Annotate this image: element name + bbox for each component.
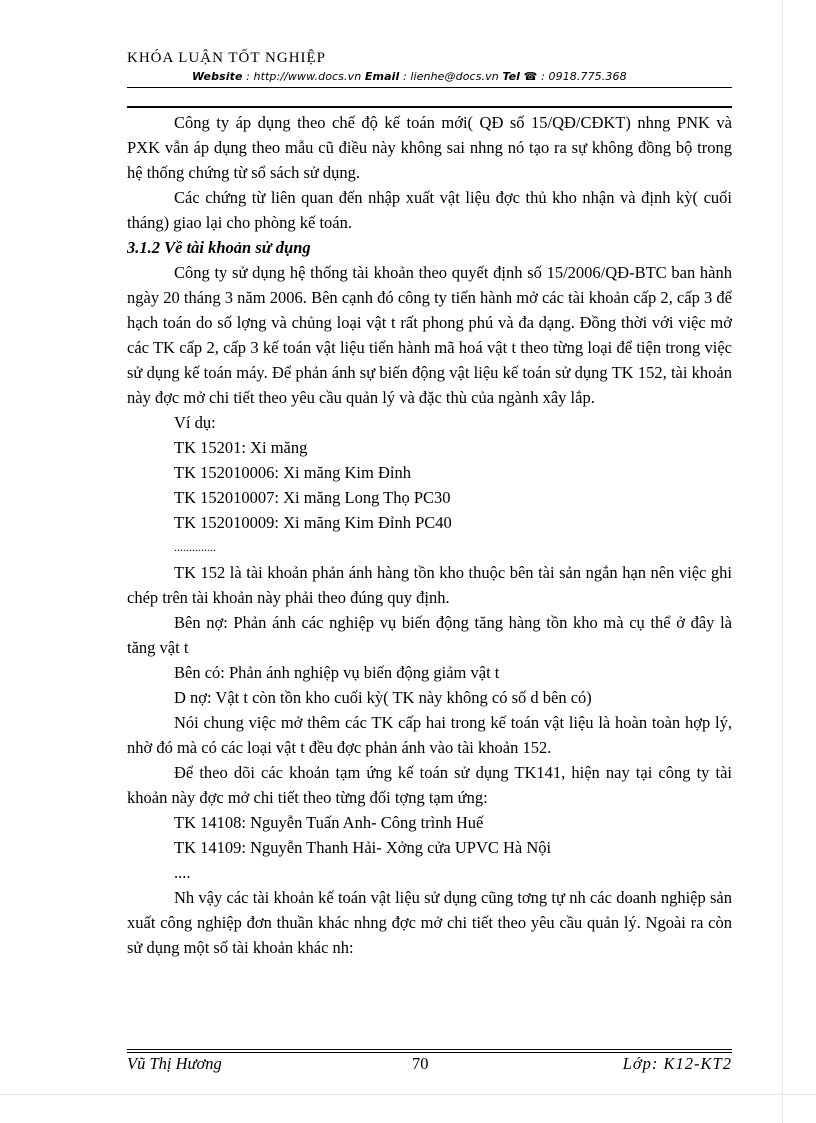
example-item: TK 152010006: Xi măng Kim Đỉnh [174,463,411,482]
footer-rule-top [127,1049,732,1050]
header-rule-top [127,87,732,88]
phone-icon: ☎ [523,70,538,83]
page-edge-vertical [782,0,783,1123]
tel-value: : 0918.775.368 [541,70,627,83]
example-item: TK 152010007: Xi măng Long Thọ PC30 [174,488,451,507]
paragraph-he-thong-tai-khoan: Công ty sử dụng hệ thống tài khoản theo quyết định số 15/2006/QĐ-BTC ban hành ngày 20 tháng 3 năm 2006. Bên cạnh đó công ty tiến hành mở các tài khoản cấp 2, cấp 3 để hạch toán do số lợng và chủng loại vật t rất phong phú và đa dạng. Đồng thời với việc mở các TK cấp 2, cấp 3 kế toán vật liệu tiến hành mã hoá vật t theo từng loại để tiện trong việc sử dụng kế toán máy. Để phản ánh sự biến động vật liệu kế toán sử dụng TK 152, tài khoản này đợc mở chi tiết theo yêu cầu quản lý và đặc thù của ngành xây lắp. [127,263,732,407]
example-item: TK 152010009: Xi măng Kim Đỉnh PC40 [174,513,452,532]
tel-label: Tel [502,70,521,83]
email-value: : lienhe@docs.vn [402,70,499,83]
paragraph-chung-tu-nhap-xuat: Các chứng từ liên quan đến nhập xuất vật liệu đợc thủ kho nhận và định kỳ( cuối tháng) giao lại cho phòng kế toán. [127,188,732,232]
paragraph-ben-co: Bên có: Phản ánh nghiệp vụ biến động giảm vật t [174,663,500,682]
header-rule-bottom [127,106,732,108]
email-label: Email [364,70,400,83]
account-item: TK 14109: Nguyễn Thanh Hải- Xởng cửa UPVC Hà Nội [174,838,552,857]
ellipsis: .............. [174,540,216,554]
example-label: Ví dụ: [174,413,216,432]
footer-rule-bottom [127,1052,732,1053]
paragraph-du-no: D nợ: Vật t còn tồn kho cuối kỳ( TK này không có số d bên có) [174,688,592,707]
paragraph-chung-tu: Công ty áp dụng theo chế độ kế toán mới( QĐ số 15/QĐ/CĐKT) nhng PNK và PXK vẫn áp dụng theo mẫu cũ điều này không sai nhng nó tạo ra sự không đồng bộ trong hệ thống chứng từ sổ sách sử dụng. [127,113,732,182]
ellipsis: .... [174,863,191,882]
footer-author: Vũ Thị Hương [127,1054,222,1073]
paragraph-ben-no: Bên nợ: Phản ánh các nghiệp vụ biến động tăng hàng tồn kho mà cụ thể ở đây là tăng vật t [127,613,732,657]
paragraph-tong-ket: Nh vậy các tài khoản kế toán vật liệu sử dụng cũng tơng tự nh các doanh nghiệp sản xuất công nghiệp đơn thuần khác nhng đợc mở chi tiết theo yêu cầu quản lý. Ngoài ra còn sử dụng một số tài khoản khác nh: [127,888,732,957]
paragraph-mo-tk-cap-hai: Nói chung việc mở thêm các TK cấp hai trong kế toán vật liệu là hoàn toàn hợp lý, nhờ đó mà có các loại vật t đều đợc phản ánh vào tài khoản 152. [127,713,732,757]
paragraph-tk152: TK 152 là tài khoản phản ánh hàng tồn kho thuộc bên tài sản ngắn hạn nên việc ghi chép trên tài khoản này phải theo đúng quy định. [127,563,732,607]
page-number: 70 [412,1054,429,1073]
header-title: KHÓA LUẬN TỐT NGHIỆP [127,50,327,66]
account-item: TK 14108: Nguyễn Tuấn Anh- Công trình Huế [174,813,484,832]
document-body [127,110,732,960]
example-item: TK 15201: Xi măng [174,438,308,457]
paragraph-tk141: Để theo dõi các khoản tạm ứng kế toán sử dụng TK141, hiện nay tại công ty tài khoản này đợc mở chi tiết theo từng đối tợng tạm ứng: [127,763,732,807]
page-edge-horizontal [0,1094,816,1095]
header-contact-line [192,70,627,83]
section-heading: 3.1.2 Về tài khoản sử dụng [127,238,311,257]
website-label: Website [192,70,243,83]
footer-class: Lớp: K12-KT2 [622,1054,732,1073]
website-value: : http://www.docs.vn [246,70,362,83]
